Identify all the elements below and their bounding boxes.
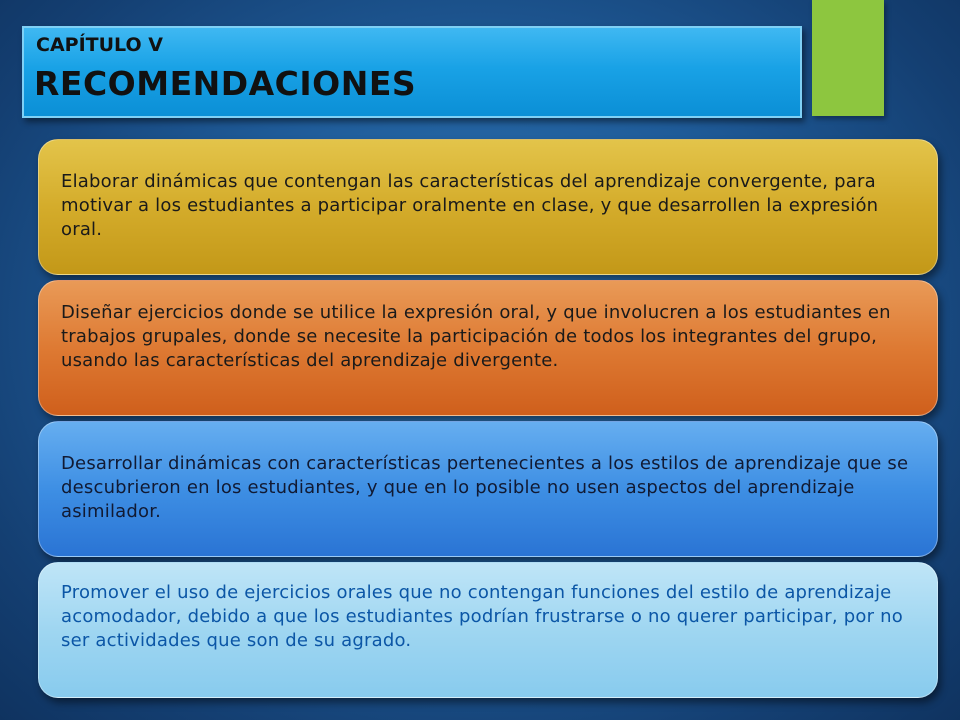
recommendation-card-4 — [38, 562, 938, 698]
title-box — [22, 26, 802, 118]
recommendation-text: Diseñar ejercicios donde se utilice la expresión oral, y que involucren a los estudiantes en trabajos grupales, donde se necesite la participación de todos los integrantes del grupo, usando las características del aprendizaje divergente. — [61, 302, 891, 371]
recommendation-text: Desarrollar dinámicas con características pertenecientes a los estilos de aprendizaje que se descubrieron en los estudiantes, y que en lo posible no usen aspectos del aprendizaje asimilador. — [61, 453, 909, 522]
page-title: RECOMENDACIONES — [34, 64, 417, 103]
recommendation-card-1 — [38, 139, 938, 275]
recommendation-text: Promover el uso de ejercicios orales que no contengan funciones del estilo de aprendizaje acomodador, debido a que los estudiantes podrían frustrarse o no querer participar, por no ser actividades que son de su agrado. — [61, 582, 903, 651]
chapter-label: CAPÍTULO V — [36, 34, 163, 56]
recommendation-text: Elaborar dinámicas que contengan las características del aprendizaje convergente, para motivar a los estudiantes a participar oralmente en clase, y que desarrollen la expresión oral. — [61, 171, 879, 240]
recommendation-card-3 — [38, 421, 938, 557]
green-accent-bar — [812, 0, 884, 116]
recommendation-card-2 — [38, 280, 938, 416]
